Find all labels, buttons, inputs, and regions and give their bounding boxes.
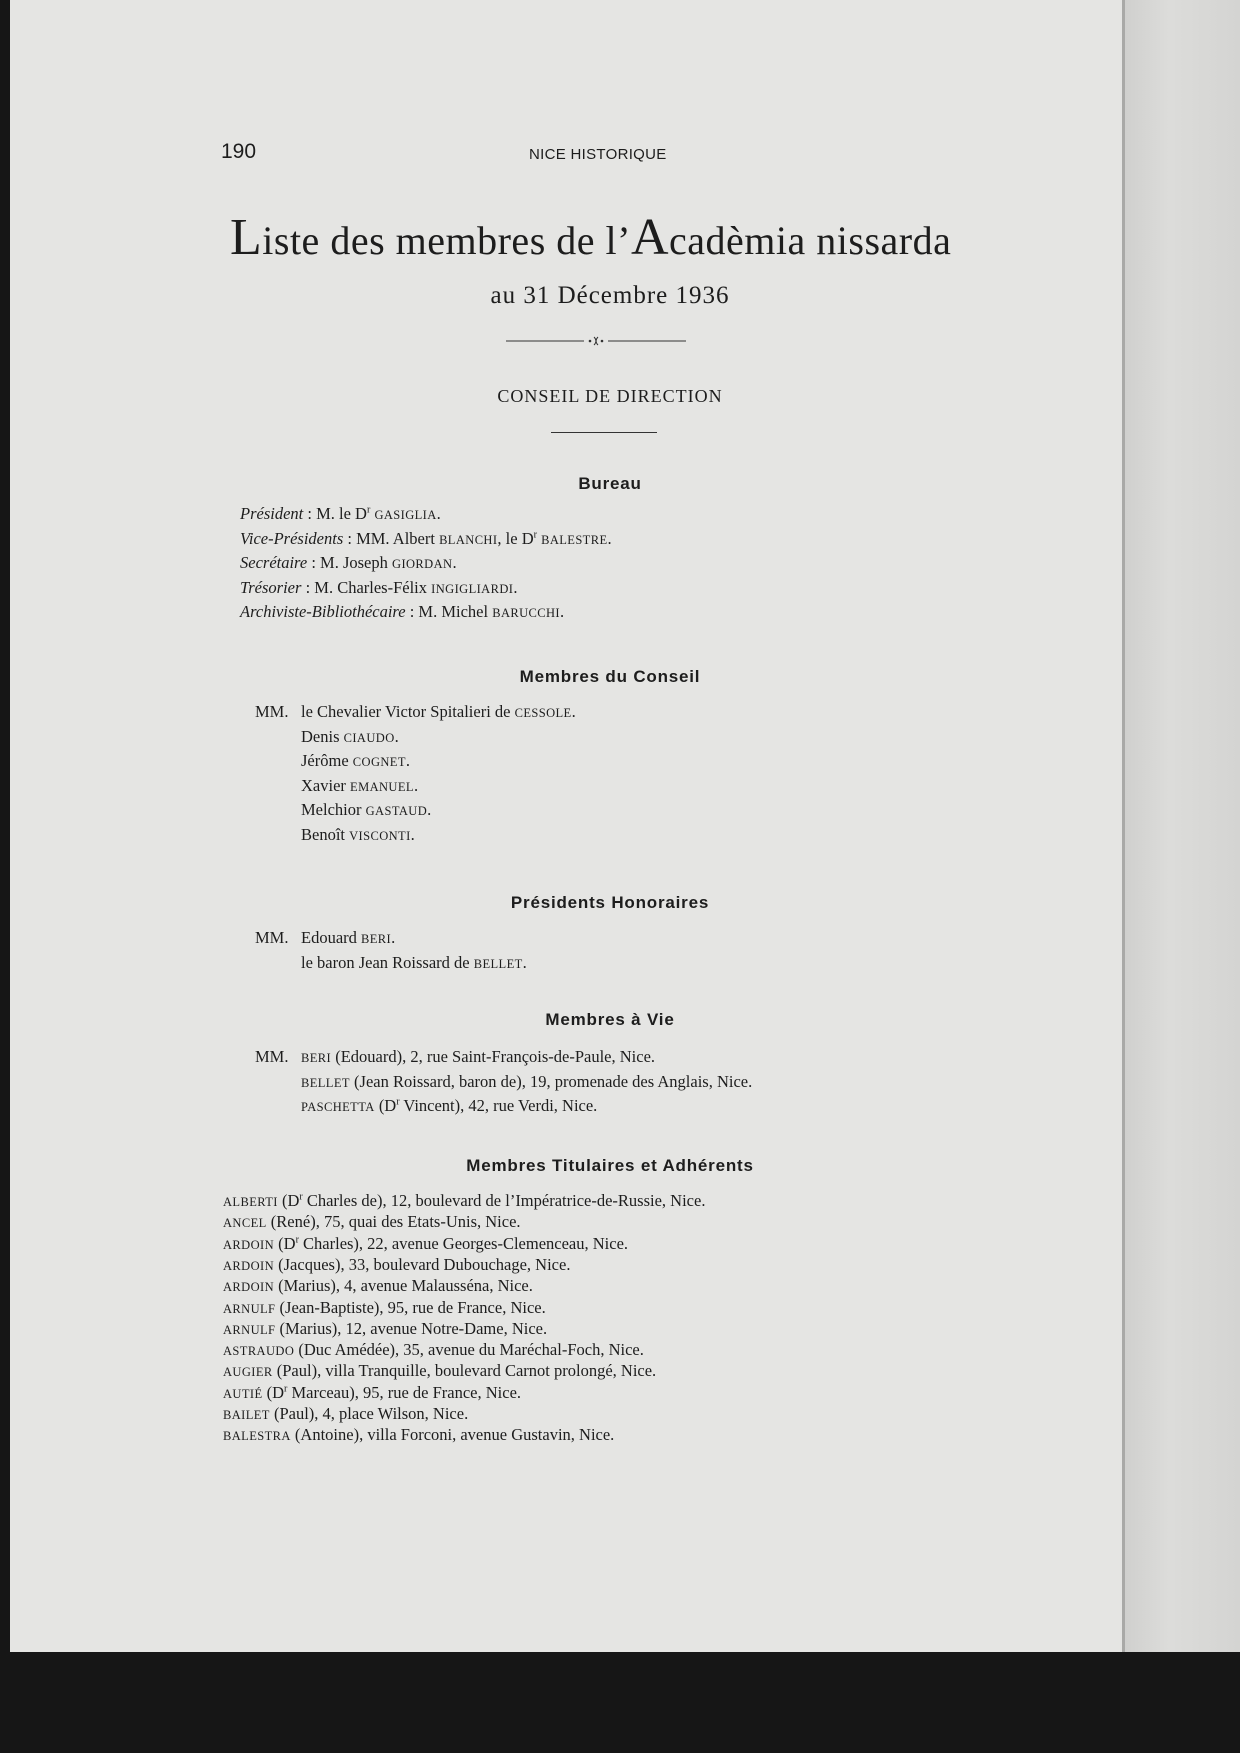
running-head: NICE HISTORIQUE: [529, 146, 667, 163]
member-address: (Jacques), 33, boulevard Dubouchage, Nice.: [274, 1254, 571, 1274]
titulaire-row: [223, 1234, 628, 1254]
role-label: Trésorier: [240, 577, 302, 597]
superscript: r: [366, 504, 371, 516]
member-surname: ARDOIN: [223, 1258, 275, 1273]
superscript: r: [284, 1383, 288, 1395]
member-surname: AUTIÉ: [223, 1386, 263, 1401]
bureau-row: [240, 553, 457, 573]
title-initial-2: A: [630, 209, 670, 266]
member-surname: CESSOLE: [514, 706, 572, 720]
superscript: r: [396, 1096, 400, 1108]
member-surname: BALESTRA: [223, 1429, 291, 1444]
member-address: (Paul), villa Tranquille, boulevard Carnot prolongé, Nice.: [272, 1361, 657, 1381]
title-initial: L: [230, 209, 263, 266]
conseil-row: [301, 800, 431, 820]
member-text: M. le D: [316, 504, 367, 523]
title-part-2: cadèmia nissarda: [669, 218, 952, 263]
member-address: (Marius), 4, avenue Malausséna, Nice.: [274, 1276, 533, 1296]
member-address: (Duc Amédée), 35, avenue du Maréchal-Foch, Nice.: [294, 1340, 644, 1360]
page-edge-line: [1122, 0, 1125, 1652]
member-address: (D: [277, 1191, 300, 1210]
member-text: .: [436, 504, 441, 523]
member-surname: GASTAUD: [365, 804, 428, 818]
member-surname: BAILET: [223, 1408, 270, 1422]
member-surname: BARUCCHI: [492, 606, 560, 620]
titulaire-row: [223, 1276, 533, 1296]
member-text: .: [513, 577, 518, 597]
member-surname: BELLET: [473, 956, 523, 971]
role-label: Président: [240, 504, 304, 523]
member-text: Denis: [301, 726, 344, 746]
member-text: Xavier: [301, 775, 351, 795]
mm-prefix: MM.: [255, 928, 289, 947]
member-text: .: [522, 952, 527, 972]
vie-heading: Membres à Vie: [545, 1010, 675, 1029]
titulaire-row: [223, 1361, 656, 1381]
member-address: Marceau), 95, rue de France, Nice.: [287, 1382, 522, 1402]
member-address: (Jean-Baptiste), 95, rue de France, Nice.: [275, 1297, 546, 1317]
member-surname: AUGIER: [223, 1365, 273, 1380]
vie-row: [301, 1096, 597, 1116]
member-text: M. Joseph: [320, 553, 393, 572]
member-text: .: [571, 702, 576, 721]
member-address: (Edouard), 2, rue Saint-François-de-Paule, Nice.: [331, 1047, 656, 1066]
member-address: Charles), 22, avenue Georges-Clemenceau, Nice.: [298, 1233, 629, 1253]
member-surname: ARDOIN: [223, 1237, 275, 1252]
document-date: au 31 Décembre 1936: [490, 282, 730, 309]
conseil-row: [301, 702, 576, 722]
member-text: .: [427, 800, 432, 819]
member-text: M. Charles-Félix: [314, 577, 432, 597]
member-address: Vincent), 42, rue Verdi, Nice.: [399, 1096, 598, 1115]
member-address: Charles de), 12, boulevard de l’Impératrice-de-Russie, Nice.: [302, 1191, 706, 1210]
mm-prefix: MM.: [255, 702, 289, 721]
member-address: (D: [374, 1096, 397, 1115]
member-address: (Antoine), villa Forconi, avenue Gustavin, Nice.: [290, 1425, 615, 1445]
member-surname: COGNET: [352, 755, 406, 769]
bureau-heading: Bureau: [578, 474, 642, 493]
member-surname: ALBERTI: [223, 1195, 278, 1209]
titulaire-row: [223, 1319, 547, 1339]
member-text: Melchior: [301, 800, 366, 819]
member-surname: PASCHETTA: [301, 1100, 375, 1114]
bureau-row: [240, 578, 517, 598]
role-separator: :: [343, 528, 357, 548]
member-surname: INGIGLIARDI: [431, 581, 514, 596]
mm-prefix: MM.: [255, 1047, 289, 1066]
member-address: (Jean Roissard, baron de), 19, promenade des Anglais, Nice.: [349, 1071, 753, 1091]
vie-row: [301, 1072, 752, 1092]
role-label: Vice-Présidents: [240, 528, 344, 548]
member-surname: BLANCHI: [439, 532, 498, 547]
member-surname: BERI: [361, 932, 392, 946]
member-address: (Paul), 4, place Wilson, Nice.: [269, 1404, 469, 1423]
ornament-divider: [506, 335, 686, 347]
member-surname: BELLET: [301, 1075, 350, 1090]
member-surname: GIORDAN: [392, 557, 453, 571]
role-separator: :: [307, 553, 321, 572]
member-text: , le D: [497, 528, 534, 548]
member-text: .: [560, 602, 565, 621]
honoraires-heading: Présidents Honoraires: [510, 893, 710, 912]
member-text: .: [607, 528, 612, 548]
bureau-row: [240, 504, 441, 524]
page-number: 190: [221, 140, 257, 163]
member-surname: BALESTRE: [541, 532, 608, 547]
member-text: le Chevalier Victor Spitalieri de: [301, 702, 515, 721]
section-rule: [551, 432, 657, 433]
page-edge: [1122, 0, 1240, 1652]
member-text: Benoît: [301, 824, 350, 844]
member-text: Jérôme: [301, 751, 353, 770]
role-label: Secrétaire: [240, 553, 308, 572]
superscript: r: [299, 1191, 303, 1203]
member-surname: EMANUEL: [350, 779, 414, 794]
conseil-title: CONSEIL DE DIRECTION: [497, 386, 723, 406]
bureau-row: [240, 529, 612, 549]
member-surname: BERI: [301, 1051, 332, 1065]
member-text: .: [394, 726, 399, 746]
role-separator: :: [301, 577, 315, 597]
member-text: .: [452, 553, 457, 572]
member-surname: VISCONTI: [349, 828, 411, 843]
member-surname: ARNULF: [223, 1301, 276, 1316]
conseil-row: [301, 727, 399, 747]
titulaire-row: [223, 1404, 468, 1424]
member-text: MM. Albert: [356, 528, 440, 548]
member-surname: ANCEL: [223, 1216, 267, 1231]
document-title: [230, 208, 951, 267]
member-address: (D: [274, 1233, 296, 1253]
member-address: (D: [262, 1382, 285, 1402]
role-separator: :: [303, 504, 317, 523]
member-text: .: [405, 751, 410, 770]
superscript: r: [533, 529, 537, 540]
titulaire-row: [223, 1255, 570, 1275]
member-text: .: [413, 775, 419, 795]
member-surname: ASTRAUDO: [223, 1344, 295, 1359]
titulaire-row: [223, 1191, 705, 1211]
member-surname: ARNULF: [223, 1322, 276, 1337]
member-address: (Marius), 12, avenue Notre-Dame, Nice.: [275, 1318, 548, 1338]
member-text: .: [391, 928, 396, 947]
member-surname: CIAUDO: [343, 730, 395, 745]
titulaire-row: [223, 1383, 521, 1403]
titulaire-row: [223, 1340, 644, 1360]
member-text: le baron Jean Roissard de: [301, 952, 474, 972]
superscript: r: [295, 1234, 299, 1246]
vie-row: [301, 1047, 655, 1067]
honoraires-row: [301, 953, 527, 973]
titulaire-row: [223, 1212, 521, 1232]
bureau-row: [240, 602, 564, 622]
titulaire-row: [223, 1298, 546, 1318]
titulaires-heading: Membres Titulaires et Adhérents: [466, 1156, 754, 1175]
honoraires-row: [301, 928, 395, 948]
conseil-row: [301, 776, 418, 796]
role-label: Archiviste-Bibliothécaire: [240, 602, 406, 621]
title-part-1: iste des membres de l’: [262, 218, 631, 263]
conseil-row: [301, 825, 415, 845]
role-separator: :: [405, 602, 419, 621]
document-page: [10, 0, 1122, 1652]
member-surname: ARDOIN: [223, 1280, 275, 1295]
conseil-heading: Membres du Conseil: [519, 667, 701, 686]
member-address: (René), 75, quai des Etats-Unis, Nice.: [266, 1212, 521, 1232]
member-text: .: [410, 824, 415, 844]
member-text: M. Michel: [418, 602, 493, 621]
member-text: Edouard: [301, 928, 362, 947]
titulaire-row: [223, 1425, 614, 1445]
member-surname: GASIGLIA: [374, 508, 437, 522]
conseil-row: [301, 751, 410, 771]
